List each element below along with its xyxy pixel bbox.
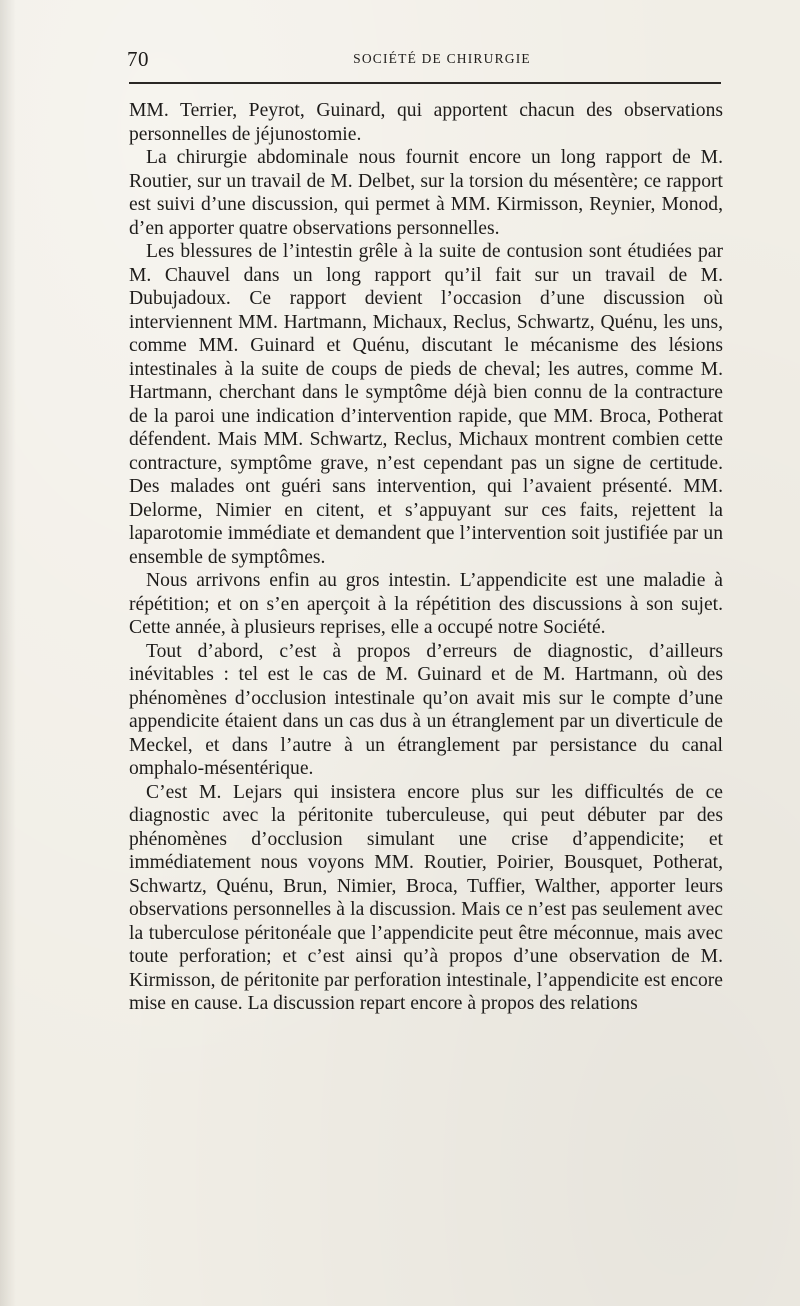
page-number: 70 <box>127 47 149 71</box>
page-edge-shadow <box>0 0 16 1306</box>
paragraph-diagnostic-errors: Tout d’abord, c’est à propos d’erreurs de diagnostic, d’ailleurs inévitables : tel est le cas de M. Guinard et de M. Hartmann, où des phénomènes d’occlusion intestinale qu’on avait mis sur le compte d’une appendicite étaient dans un cas dus à un étranglement par un diverticule de Meckel, et dans l’autre à un étranglement par persistance du canal omphalo-mésentérique. <box>129 640 723 779</box>
paragraph-mesentery-torsion: La chirurgie abdominale nous fournit encore un long rapport de M. Routier, sur un travail de M. Delbet, sur la torsion du mésentère; ce rapport est suivi d’une discussion, qui permet à MM. Kirmisson, Reynier, Monod, d’en apporter quatre observations personnelles. <box>129 147 723 239</box>
running-title: SOCIÉTÉ DE CHIRURGIE <box>353 51 531 66</box>
paragraph-small-intestine-wounds: Les blessures de l’intestin grêle à la suite de contusion sont étudiées par M. Chauvel dans un long rapport qu’il fait sur un travail de M. Dubujadoux. Ce rapport devient l’occasion d’une discussion où interviennent MM. Hartmann, Michaux, Reclus, Schwartz, Quénu, les uns, comme MM. Guinard et Quénu, discutant le mécanisme des lésions intestinales à la suite de coups de pieds de cheval; les autres, comme M. Hartmann, cherchant dans le symptôme déjà bien connu de la contracture de la paroi une indication d’intervention rapide, que MM. Broca, Potherat défendent. Mais MM. Schwartz, Reclus, Michaux montrent combien cette contracture, symptôme grave, n’est cependant pas un signe de certitude. Des malades ont guéri sans intervention, qui l’avaient présenté. MM. Delorme, Nimier en citent, et s’appuyant sur ces faits, rejettent la laparotomie immédiate et demandent que l’intervention soit justifiée par un ensemble de symptômes. <box>129 241 723 568</box>
paragraph-tuberculous-peritonitis: C’est M. Lejars qui insistera encore plus sur les difficultés de ce diagnostic avec la péritonite tuberculeuse, qui peut débuter par des phénomènes d’occlusion simulant une crise d’appendicite; et immédiatement nous voyons MM. Routier, Poirier, Bousquet, Potherat, Schwartz, Quénu, Brun, Nimier, Broca, Tuffier, Walther, apporter leurs observations personnelles à la discussion. Mais ce n’est pas seulement avec la tuberculose péritonéale que l’appendicite peut être méconnue, mais avec toute perforation; et c’est ainsi qu’à propos d’une observation de M. Kirmisson, de péritonite par perforation intestinale, l’appendicite est encore mise en cause. La discussion repart encore à propos des relations <box>129 781 723 1014</box>
paragraph-continuation: MM. Terrier, Peyrot, Guinard, qui apportent chacun des observations personnelles de jéjunostomie. <box>129 100 723 145</box>
header-rule <box>129 82 721 84</box>
paragraph-large-intestine: Nous arrivons enfin au gros intestin. L’appendicite est une maladie à répétition; et on s’en aperçoit à la répétition des discussions à son sujet. Cette année, à plusieurs reprises, elle a occupé notre Société. <box>129 570 723 638</box>
page-header <box>127 46 723 72</box>
body-text <box>129 99 723 1016</box>
